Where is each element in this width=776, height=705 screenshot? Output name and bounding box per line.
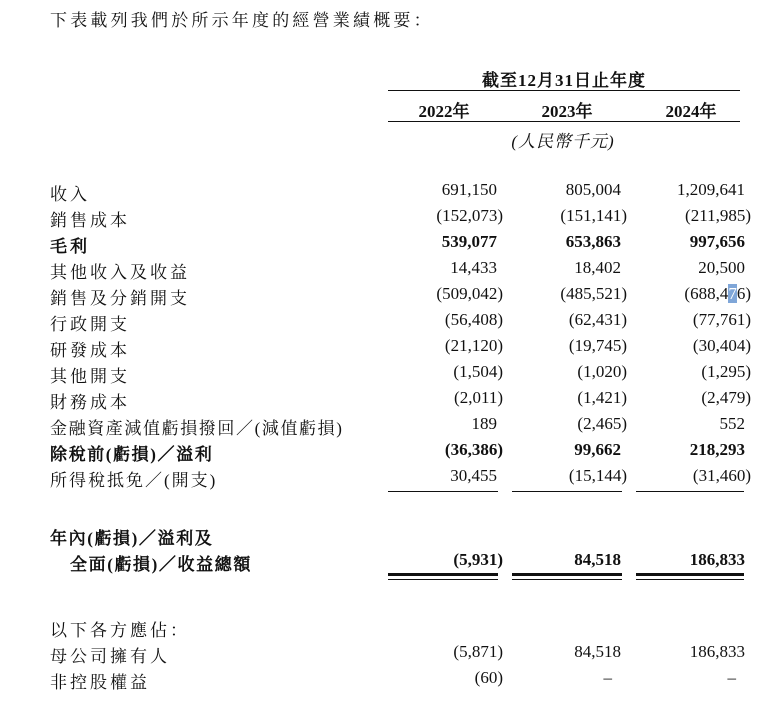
unit-label: (人民幣千元) — [511, 132, 615, 151]
table-row-cost-of-sales — [0, 206, 776, 232]
total-rule-2023-b — [512, 579, 622, 580]
value-2024: 552 — [719, 414, 745, 433]
value-2024: 186,833 — [689, 550, 745, 569]
total-rule-2022-b — [388, 579, 498, 580]
value-2023: (151,141) — [560, 206, 627, 225]
value-2024: (31,460) — [692, 466, 751, 485]
value-2023: (1,020) — [577, 362, 627, 381]
value-2023: (15,144) — [568, 466, 627, 485]
value-2024: 20,500 — [698, 258, 745, 277]
value-2023: 84,518 — [574, 642, 621, 661]
value-2022: (60) — [474, 668, 503, 687]
row-label: 財務成本 — [50, 393, 130, 412]
text-selection-highlight: 7 — [728, 284, 737, 303]
value-2023: (485,521) — [560, 284, 627, 303]
year-2024-header: 2024年 — [665, 102, 717, 121]
table-row-revenue — [0, 180, 776, 206]
year-2022-header: 2022年 — [418, 102, 470, 121]
table-row-finance-costs — [0, 388, 776, 414]
value-2022: 691,150 — [441, 180, 497, 199]
value-2023: 99,662 — [574, 440, 621, 459]
table-row-profit-before-tax — [0, 440, 776, 466]
table-row-income-tax — [0, 466, 776, 492]
value-2024: (2,479) — [701, 388, 751, 407]
table-row-owners — [0, 642, 776, 668]
row-label: 全面(虧損)／收益總額 — [70, 555, 252, 574]
table-row-selling-expenses — [0, 284, 776, 310]
row-label: 銷售及分銷開支 — [50, 289, 190, 308]
value-2022: (36,386) — [444, 440, 503, 459]
value-2022: 189 — [471, 414, 497, 433]
value-2022: (1,504) — [453, 362, 503, 381]
period-header: 截至12月31日止年度 — [482, 71, 646, 90]
year-2023-header: 2023年 — [541, 102, 593, 121]
row-label: 以下各方應佔： — [50, 621, 190, 640]
value-2024: 186,833 — [689, 642, 745, 661]
period-rule — [388, 90, 740, 91]
value-2023: (1,421) — [577, 388, 627, 407]
table-row-impairment — [0, 414, 776, 440]
value-2022: (5,931) — [453, 550, 503, 569]
value-2022: (509,042) — [436, 284, 503, 303]
row-label: 非控股權益 — [50, 673, 150, 692]
value-2024: 1,209,641 — [677, 180, 745, 199]
row-label: 毛利 — [50, 237, 90, 256]
value-2023: (62,431) — [568, 310, 627, 329]
value-2023: 84,518 — [574, 550, 621, 569]
value-2024: (211,985) — [685, 206, 751, 225]
total-rule-2022-a — [388, 573, 498, 576]
row-label: 研發成本 — [50, 341, 130, 360]
table-row-rd-costs — [0, 336, 776, 362]
attribution-heading — [0, 616, 776, 642]
value-2023: – — [603, 668, 612, 687]
value-2024: 218,293 — [689, 440, 745, 459]
table-row-admin-expenses — [0, 310, 776, 336]
value-2024: 997,656 — [689, 232, 745, 251]
row-label: 收入 — [50, 185, 90, 204]
value-2022: (2,011) — [454, 388, 503, 407]
value-2024: – — [727, 668, 736, 687]
value-2023: 805,004 — [565, 180, 621, 199]
row-label: 所得稅抵免／(開支) — [50, 471, 218, 490]
row-label: 年內(虧損)／溢利及 — [50, 529, 214, 548]
value-2022: (56,408) — [444, 310, 503, 329]
value-2023: (2,465) — [577, 414, 627, 433]
value-2024: (30,404) — [692, 336, 751, 355]
subtotal-rule-2022 — [388, 491, 498, 492]
subtotal-rule-2024 — [636, 491, 744, 492]
row-label: 金融資產減值虧損撥回／(減值虧損) — [50, 419, 344, 438]
table-row-non-controlling — [0, 668, 776, 694]
table-row-other-expenses — [0, 362, 776, 388]
value-2023: 653,863 — [565, 232, 621, 251]
value-2022: 30,455 — [450, 466, 497, 485]
total-rule-2024-a — [636, 573, 744, 576]
value-2024 — [684, 284, 751, 304]
row-label: 行政開支 — [50, 315, 130, 334]
total-rule-2024-b — [636, 579, 744, 580]
row-label: 其他收入及收益 — [50, 263, 190, 282]
value-2022: 539,077 — [441, 232, 497, 251]
value-part: (688,4 — [684, 284, 729, 303]
year-rule — [388, 121, 740, 122]
table-row-other-income — [0, 258, 776, 284]
value-2022: (21,120) — [444, 336, 503, 355]
table-row-total-label-1 — [0, 524, 776, 550]
value-2022: (5,871) — [453, 642, 503, 661]
value-2024: (77,761) — [692, 310, 751, 329]
total-rule-2023-a — [512, 573, 622, 576]
value-2024: (1,295) — [701, 362, 751, 381]
row-label: 銷售成本 — [50, 211, 130, 230]
value-2023: (19,745) — [568, 336, 627, 355]
value-part: 6) — [736, 284, 751, 303]
value-2023: 18,402 — [574, 258, 621, 277]
subtotal-rule-2023 — [512, 491, 622, 492]
intro-text: 下表載列我們於所示年度的經營業績概要： — [50, 11, 434, 30]
row-label: 母公司擁有人 — [50, 647, 170, 666]
row-label: 除稅前(虧損)／溢利 — [50, 445, 214, 464]
value-2022: 14,433 — [450, 258, 497, 277]
row-label: 其他開支 — [50, 367, 130, 386]
table-row-gross-profit — [0, 232, 776, 258]
value-2022: (152,073) — [436, 206, 503, 225]
